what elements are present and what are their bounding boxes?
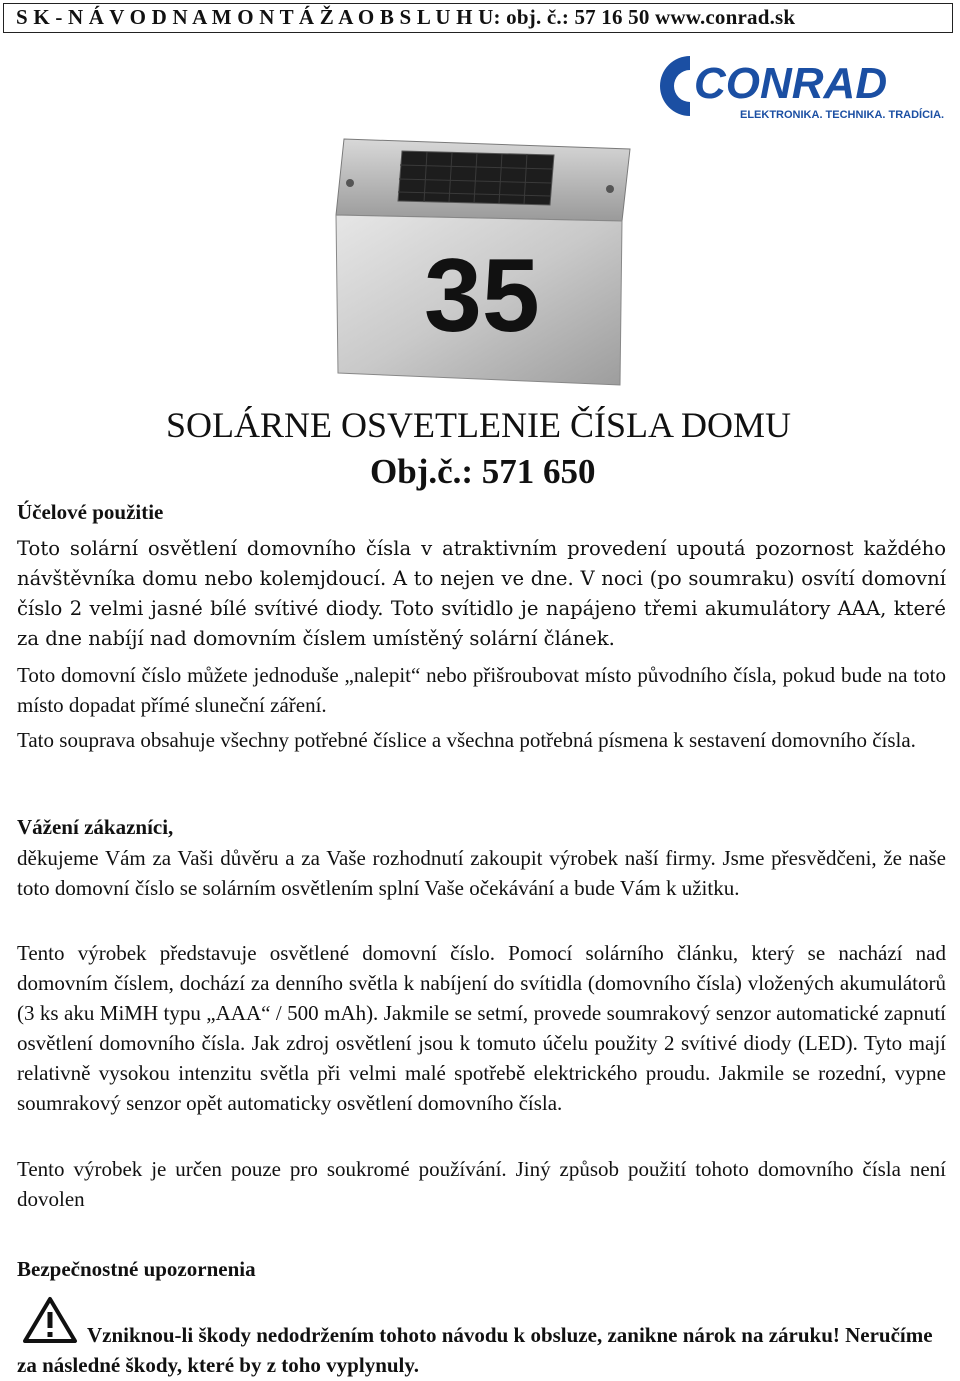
customers-paragraph-1: děkujeme Vám za Vaši důvěru a za Vaše rozhodnutí zakoupit výrobek naší firmy. Jsme přesvědčeni, že naše toto domovní číslo se solárním osvětlením splní Vaše očekávání a bude Vám k užitku. [17, 846, 946, 900]
customers-heading: Vážení zákazníci, [17, 815, 174, 839]
safety-warning-text: Vzniknou-li škody nedodržením tohoto návodu k obsluze, zanikne nárok na záruku! Neručíme za následné škody, které by z toho vyplynuly. [17, 1323, 933, 1377]
customers-paragraph-3: Tento výrobek je určen pouze pro soukromé používání. Jiný způsob použití tohoto domovního čísla není dovolen [17, 1157, 946, 1211]
page-title: SOLÁRNE OSVETLENIE ČÍSLA DOMU [166, 405, 791, 445]
usage-paragraph-2: Toto domovní číslo můžete jednoduše „nalepit“ nebo přišroubovat místo původního čísla, pokud bude na toto místo dopadat přímé sluneční záření. [17, 663, 946, 717]
usage-paragraph-1: Toto solární osvětlení domovního čísla v atraktivním provedení upoutá pozornost každého návštěvníka domu nebo kolemjdoucí. A to nejen ve dne. V noci (po soumraku) osvítí domovní číslo 2 velmi jasné bílé svítivé diody. Toto svítidlo je napájeno třemi akumulátory AAA, které za dne nabíjí nad domovním číslem umístěný solární článek. [17, 537, 946, 650]
order-number: Obj.č.: 571 650 [370, 452, 596, 491]
customers-paragraph-2: Tento výrobek představuje osvětlené domovní číslo. Pomocí solárního článku, který se nachází nad domovním číslem, dochází za denního světla k nabíjení do svítidla (domovního čísla) vložených akumulátorů (3 ks aku MiMH typu „AAA“ / 500 mAh). Jakmile se setmí, provede soumrakový senzor automatické zapnutí osvětlení domovního čísla. Jak zdroj osvětlení jsou k tomuto účelu použity 2 svítivé diody (LED). Tyto mají relativně vysokou intenzitu světla při velmi malé spotřebě elektrického proudu. Jakmile se rozední, vypne soumrakový senzor opět automaticky osvětlení domovního čísla. [17, 941, 946, 1115]
conrad-logo [660, 52, 950, 124]
document-header: S K - N Á V O D N A M O N T Á Ž A O B S L U H U: obj. č.: 57 16 50 www.conrad.sk [3, 3, 953, 33]
product-house-number: 35 [424, 238, 540, 354]
safety-heading: Bezpečnostné upozornenia [17, 1257, 256, 1281]
usage-paragraph-3: Tato souprava obsahuje všechny potřebné číslice a všechna potřebná písmena k sestavení domovního čísla. [17, 728, 916, 752]
logo-tagline: ELEKTRONIKA. TECHNIKA. TRADÍCIA. [740, 109, 945, 121]
house-number-product-image [332, 135, 634, 387]
logo-brand: CONRAD [694, 59, 888, 108]
usage-heading: Účelové použitie [17, 500, 164, 524]
